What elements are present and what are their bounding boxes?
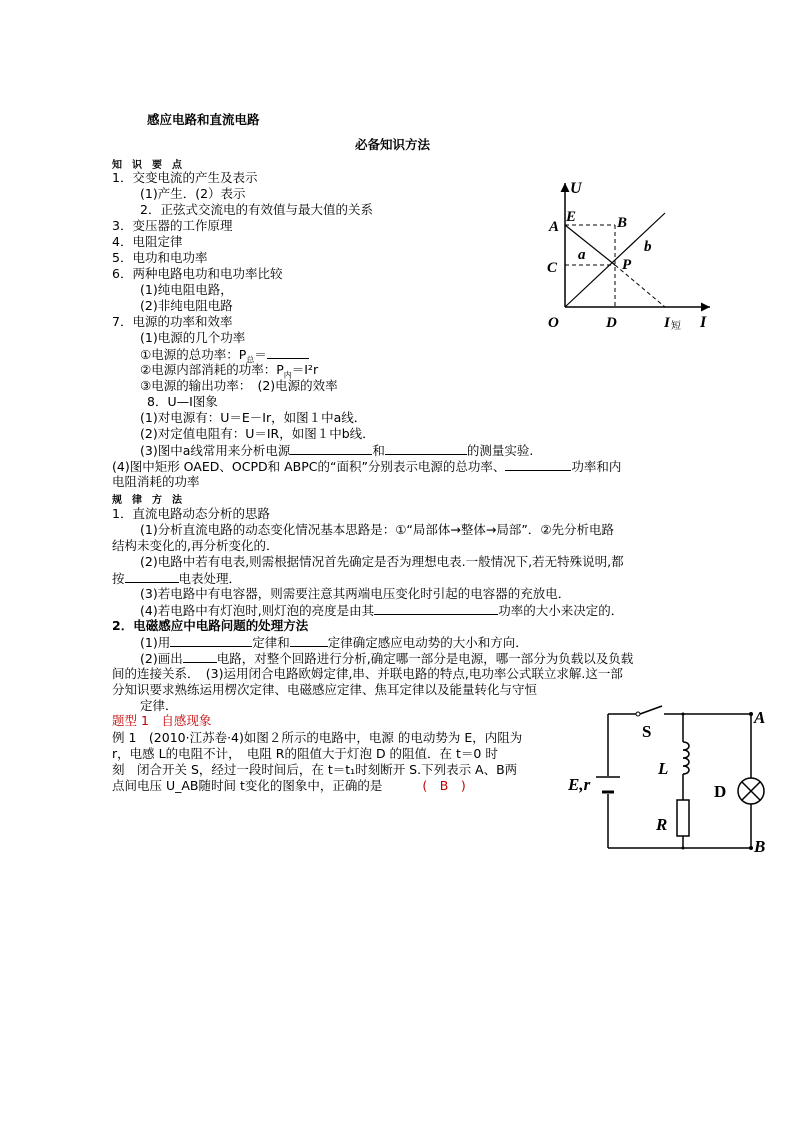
rule-2b-line4: 定律． bbox=[140, 698, 178, 713]
item-1: 1．交变电流的产生及表示 bbox=[112, 170, 258, 185]
switch-lever bbox=[640, 706, 662, 714]
item-8c: (3)图中a线常用来分析电源 和 的测量实验. bbox=[140, 443, 534, 458]
label-line-a: a bbox=[578, 247, 586, 263]
item-8b: (2)对定值电阻有：U＝IR，如图１中b线． bbox=[140, 426, 375, 441]
label-er: E,r bbox=[568, 775, 591, 794]
resistor bbox=[677, 800, 689, 836]
label-a: A bbox=[754, 708, 766, 727]
inductor-coil bbox=[683, 742, 689, 774]
item-7b: ①电源的总功率：$P_总=$ bbox=[140, 346, 309, 369]
label-o: O bbox=[548, 315, 559, 331]
example-line-4: 点间电压 U_AB随时间 t变化的图象中，正确的是 ( B ) bbox=[112, 778, 466, 793]
switch-contact bbox=[636, 712, 640, 716]
rule-2b-line2: 间的连接关系． (3)运用闭合电路欧姆定律,串、并联电路的特点,电功率公式联立求解.这一部 bbox=[112, 666, 623, 681]
item-6a: (1)纯电阻电路， bbox=[140, 282, 233, 297]
label-a-point: A bbox=[549, 219, 560, 235]
label-s: S bbox=[642, 722, 652, 741]
rule-1a: (1)分析直流电路的动态变化情况基本思路是：①“局部体→整体→局部”．②先分析电路 bbox=[140, 522, 615, 537]
rule-2: 2．电磁感应中电路问题的处理方法 bbox=[112, 618, 309, 633]
example-heading: 题型 1 自感现象 bbox=[112, 713, 212, 728]
doc-subtitle: 必备知识方法 bbox=[355, 137, 431, 152]
label-line-b: b bbox=[644, 239, 652, 255]
line-a bbox=[565, 225, 615, 265]
label-c: C bbox=[547, 260, 558, 276]
item-8: 8．U—I图象 bbox=[147, 394, 218, 409]
label-e: E bbox=[566, 209, 577, 225]
label-l: L bbox=[658, 759, 669, 778]
item-5: 5．电功和电功率 bbox=[112, 250, 208, 265]
example-line-3: 刻 闭合开关 S，经过一段时间后，在 t＝t₁时刻断开 S.下列表示 A、B两 bbox=[112, 762, 518, 777]
circuit-figure bbox=[566, 702, 778, 862]
item-7: 7．电源的功率和效率 bbox=[112, 314, 233, 329]
item-7d: ③电源的输出功率： (2)电源的效率 bbox=[140, 378, 338, 393]
label-d: D bbox=[714, 782, 727, 801]
item-8a: (1)对电源有：U＝E－Ir，如图１中a线． bbox=[140, 410, 367, 425]
item-4: 4．电阻定律 bbox=[112, 234, 183, 249]
example-line-2: r，电感 L的电阻不计， 电阻 R的阻值大于灯泡 D 的阻值．在 t＝0 时 bbox=[112, 746, 498, 761]
label-d: D bbox=[606, 315, 617, 331]
rule-1: 1．直流电路动态分析的思路 bbox=[112, 506, 270, 521]
ui-graph-figure bbox=[540, 175, 720, 335]
rule-1d: (4)若电路中有灯泡时,则灯泡的亮度是由其 功率的大小来决定的． bbox=[140, 603, 624, 618]
item-1a: (1)产生．(2）表示 bbox=[140, 186, 246, 201]
label-r: R bbox=[656, 815, 668, 834]
item-2: 2．正弦式交流电的有效值与最大值的关系 bbox=[140, 202, 373, 217]
label-b-point: B bbox=[617, 215, 628, 231]
label-i: I bbox=[700, 314, 707, 331]
rule-1b: (2)电路中若有电表,则需根据情况首先确定是否为理想电表.一般情况下,若无特殊说明,都 bbox=[140, 554, 624, 569]
item-6b: (2)非纯电阻电路 bbox=[140, 298, 233, 313]
example-line-1: 例 1 (2010·江苏卷·4)如图２所示的电路中，电源 的电动势为 E，内阻为 bbox=[112, 730, 523, 745]
rule-2a: (1)用 定律和 定律确定感应电动势的大小和方向． bbox=[140, 635, 528, 650]
example-answer: ( B ) bbox=[422, 778, 466, 793]
label-b: B bbox=[754, 837, 766, 856]
item-8d-line2: 电阻消耗的功率 bbox=[112, 474, 200, 489]
item-7c: ②电源内部消耗的功率：$P_内=I^2r$ bbox=[140, 362, 319, 380]
rule-1a-line2: 结构未变化的,再分析变化的． bbox=[112, 538, 279, 553]
label-u: U bbox=[570, 180, 582, 197]
doc-title: 感应电路和直流电路 bbox=[147, 112, 260, 127]
item-6: 6．两种电路电功和电功率比较 bbox=[112, 266, 283, 281]
rule-1b-line2: 按 电表处理． bbox=[112, 571, 242, 586]
label-ishort: I bbox=[664, 315, 670, 331]
rule-2b-line3: 分知识要求熟练运用楞次定律、电磁感应定律、焦耳定律以及能量转化与守恒 bbox=[112, 682, 538, 697]
label-p: P bbox=[622, 257, 632, 273]
rule-2b: (2)画出 电路，对整个回路进行分析,确定哪一部分是电源，哪一部分为负载以及负载 bbox=[140, 651, 634, 666]
section-heading-rules: 规 律 方 法 bbox=[112, 495, 182, 506]
item-8d: (4)图中矩形 OAED、OCPD和 ABPC的“面积”分别表示电源的总功率、 功率和内 bbox=[112, 459, 622, 474]
label-ishort-sub: 短 bbox=[671, 321, 681, 332]
item-7a: (1)电源的几个功率 bbox=[140, 330, 246, 345]
section-heading-knowledge: 知 识 要 点 bbox=[112, 160, 182, 171]
rule-1c: (3)若电路中有电容器，则需要注意其两端电压变化时引起的电容器的充放电． bbox=[140, 586, 571, 601]
item-3: 3．变压器的工作原理 bbox=[112, 218, 233, 233]
